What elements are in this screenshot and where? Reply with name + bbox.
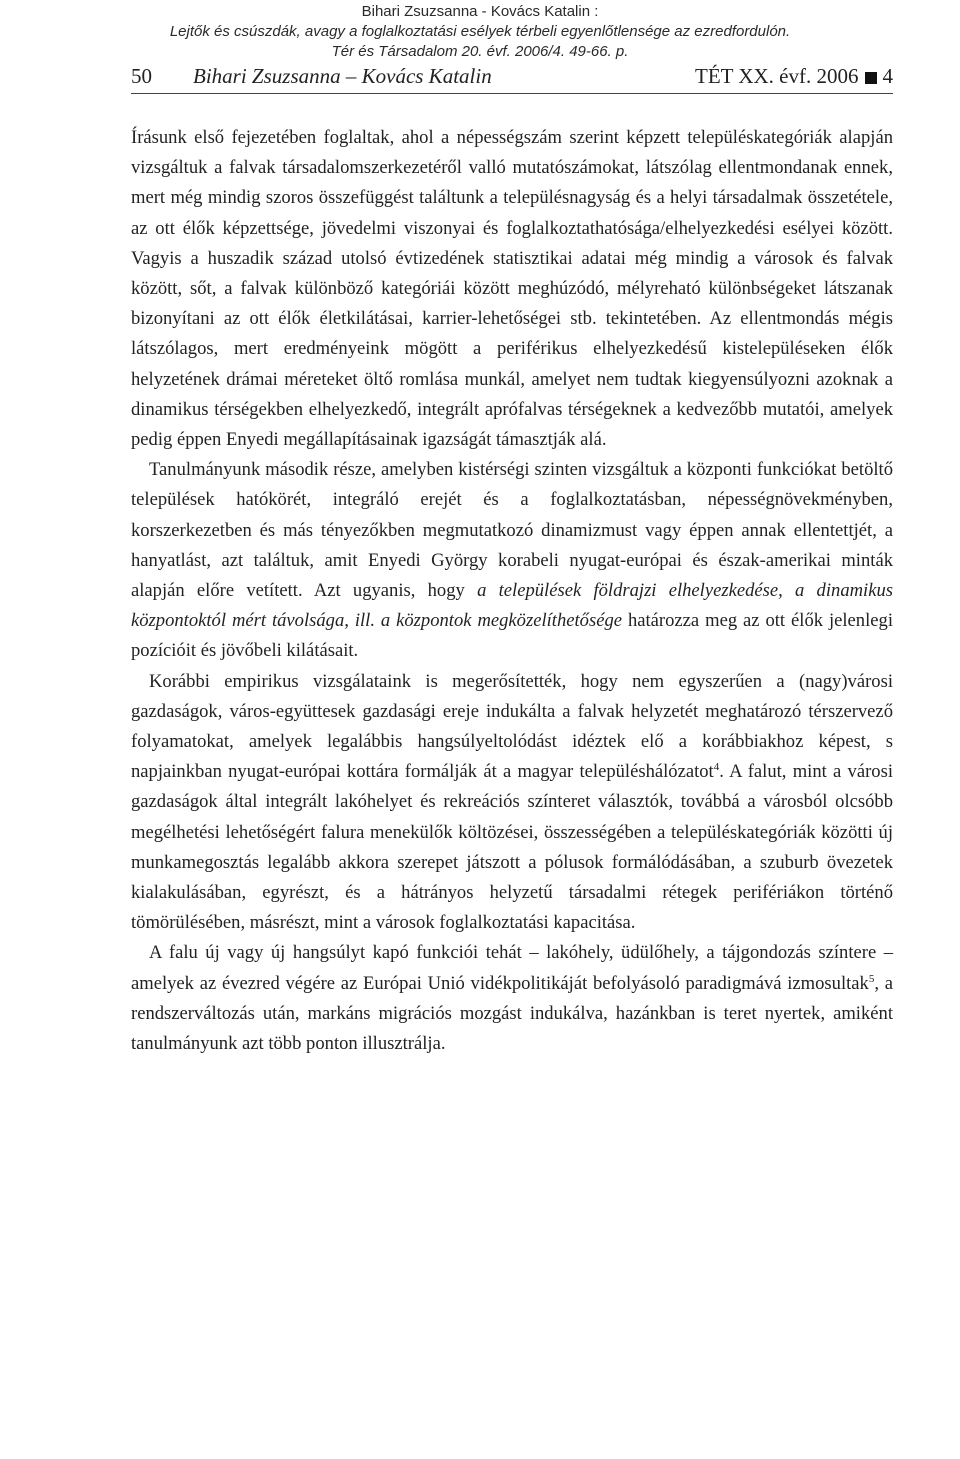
paragraph — [131, 938, 893, 1059]
paragraph-text: . A falut, mint a városi gazdaságok által integrált lakóhelyet és rekreációs színteret választók, továbbá a városból olcsóbb megélhetési lehetőségért falura menekülők költözései, összességében a településkategóriák közötti új munkamegosztás legalább akkora szerepet játszott a pólusok formálódásában, a szuburb övezetek kialakulásában, egyrészt, és a hátrányos helyzetű társadalmi rétegek perifériákon történő tömörülésében, másrészt, mint a városok foglalkoztatási kapacitása. — [131, 761, 893, 934]
paragraph — [131, 667, 893, 939]
citation-title: Lejtők és csúszdák, avagy a foglalkoztatási esélyek térbeli egyenlőtlensége az ezredfordulón. — [169, 23, 791, 40]
article-body — [131, 123, 893, 1059]
citation-authors: Bihari Zsuzsanna - Kovács Katalin : — [361, 3, 599, 20]
footnote-ref: 4 — [713, 761, 720, 774]
paragraph-text: határozza meg az ott élők jelenlegi pozícióit és jövőbeli kilátásait. — [131, 610, 893, 662]
paragraph-text: , a rendszerváltozás után, markáns migrációs mozgást indukálva, hazánkban is teret nyertek, amiként tanulmányunk azt több ponton illusztrálja. — [131, 972, 893, 1055]
page-number: 50 — [131, 64, 152, 88]
footnote-ref: 5 — [868, 972, 875, 985]
paragraph — [131, 123, 893, 455]
paragraph-text: Tanulmányunk második része, amelyben kistérségi szinten vizsgáltuk a központi funkciókat betöltő települések hatókörét, integráló erejét és a foglalkoztatásban, népességnövekményben, korszerkezetben és más tényezőkben megmutatkozó dinamizmust vagy éppen annak ellentettjét, a hanyatlást, azt találtuk, amit Enyedi György korabeli nyugat-európai és észak-amerikai minták alapján előre vetített. Azt ugyanis, hogy — [131, 459, 893, 602]
journal-issue: 4 — [882, 64, 893, 88]
emphasis-text: a települések földrajzi elhelyezkedése, a dinamikus központoktól mért távolsága, ill. a központok megközelíthetősége — [131, 580, 893, 632]
paragraph — [131, 455, 893, 666]
journal-name: TÉT XX. évf. 2006 — [695, 64, 859, 88]
citation-source: Tér és Társadalom 20. évf. 2006/4. 49-66. p. — [331, 43, 629, 60]
running-head-authors: Bihari Zsuzsanna – Kovács Katalin — [193, 64, 492, 88]
running-head-journal — [695, 61, 893, 91]
running-head — [131, 61, 893, 91]
paragraph-text: Korábbi empirikus vizsgálataink is megerősítették, hogy nem egyszerűen a (nagy)városi gazdaságok, város-együttesek gazdasági ereje indukálta a falvak helyzetét meghatározó térszervező folyamatokat, amelyek legalábbis hangsúlyeltolódást idéztek elő a korábbiakhoz képest, s napjainkban nyugat-európai kottára formálják át a magyar településhálózatot — [131, 670, 893, 783]
header-divider — [131, 93, 893, 94]
citation-header — [0, 2, 960, 62]
paragraph-text: A falu új vagy új hangsúlyt kapó funkciói tehát – lakóhely, üdülőhely, a tájgondozás színtere – amelyek az évezred végére az Európai Unió vidékpolitikáját befolyásoló paradigmává izmosultak — [131, 942, 893, 994]
square-separator-icon — [865, 72, 877, 84]
paragraph-text: Írásunk első fejezetében foglaltak, ahol a népességszám szerint képzett településkategóriák alapján vizsgáltuk a falvak társadalomszerkezetéről valló mutatószámokat, látszólag ellentmondanak ennek, mert még mindig szoros összefüggést találtunk a településnagyság és a helyi társadalmak összetétele, az ott élők képzettsége, jövedelmi viszonyai és foglalkoztathatósága/elhelyezkedési esélyei között. Vagyis a huszadik század utolsó évtizedének statisztikai adatai még mindig a városok és falvak között, sőt, a falvak különböző kategóriái között meghúzódó, mélyreható különbségeket látszanak bizonyítani az ott élők életkilátásai, karrier-lehetőségei stb. tekintetében. Az ellentmondás mégis látszólagos, mert eredményeink mögött a periférikus elhelyezkedésű kistelepüléseken élők helyzetének drámai méreteket öltő romlása munkál, amelyet nem tudtak kiegyensúlyozni azoknak a dinamikus térségekben elhelyezkedő, integrált aprófalvas térségeknek a kedvezőbb mutatói, amelyek pedig éppen Enyedi megállapításainak igazságát támasztják alá. — [131, 127, 893, 451]
